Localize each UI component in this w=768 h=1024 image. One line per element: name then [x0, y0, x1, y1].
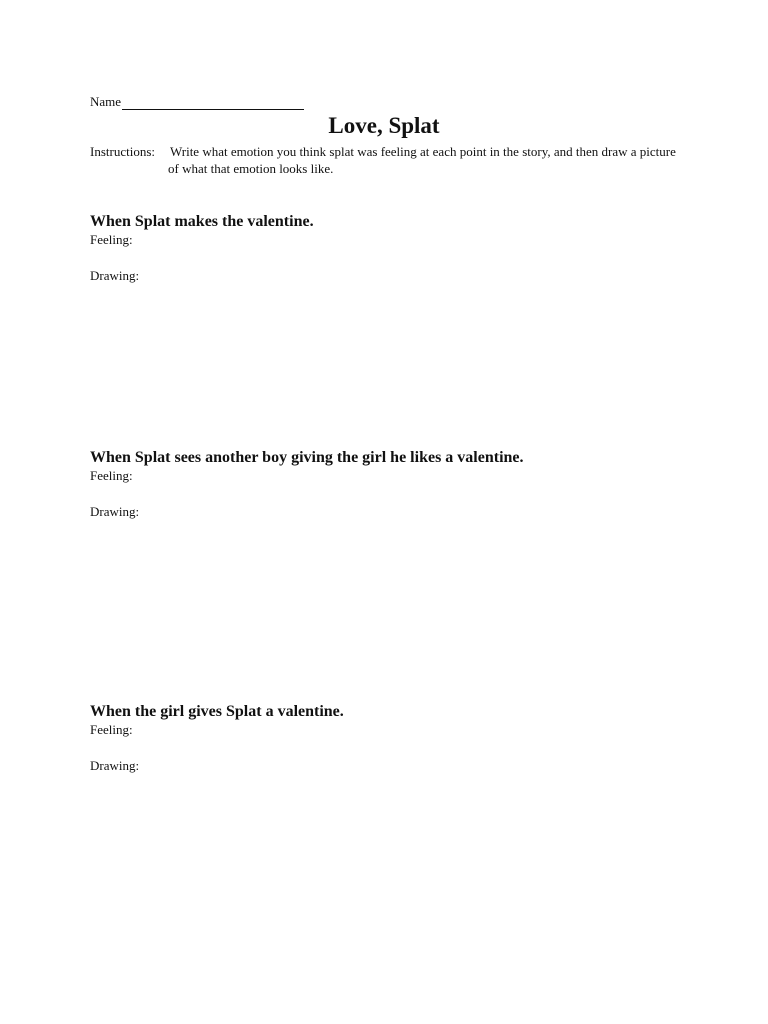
drawing-label: Drawing: [90, 504, 140, 519]
feeling-label: Feeling: [90, 232, 133, 247]
section-heading: When Splat sees another boy giving the girl he likes a valentine. [90, 449, 524, 466]
name-blank-line[interactable] [122, 97, 304, 110]
instructions-text: Write what emotion you think splat was feeling at each point in the story, and then draw a picture of what that emotion looks like. [168, 144, 676, 176]
section-girl-gives-valentine [90, 702, 710, 774]
feeling-label: Feeling: [90, 468, 133, 483]
instructions-label: Instructions: [90, 144, 155, 159]
feeling-label: Feeling: [90, 722, 133, 737]
section-sees-another-boy [90, 448, 710, 520]
page-title: Love, Splat [328, 113, 440, 138]
section-heading: When Splat makes the valentine. [90, 213, 314, 230]
drawing-label: Drawing: [90, 758, 140, 773]
section-makes-valentine [90, 212, 710, 284]
name-label: Name [90, 94, 122, 109]
section-heading: When the girl gives Splat a valentine. [90, 703, 344, 720]
drawing-label: Drawing: [90, 268, 140, 283]
name-row [90, 94, 304, 110]
